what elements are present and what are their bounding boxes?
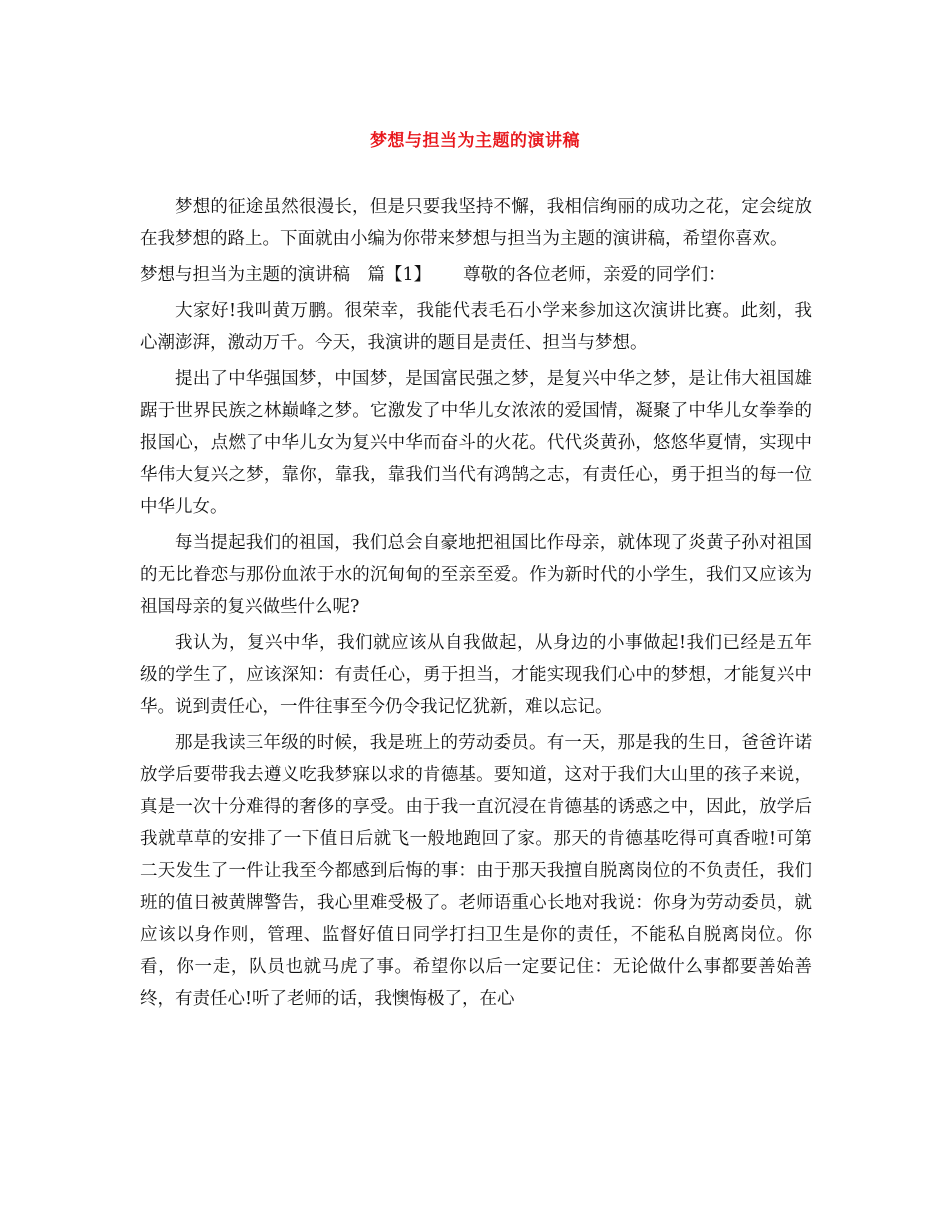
- document-body: [140, 191, 812, 1019]
- paragraph-1: 大家好!我叫黄万鹏。很荣幸，我能代表毛石小学来参加这次演讲比赛。此刻，我心潮澎湃，激动万千。今天，我演讲的题目是责任、担当与梦想。: [140, 301, 812, 353]
- section-heading: 梦想与担当为主题的演讲稿 篇【1】: [140, 265, 432, 285]
- paragraph-4: 我认为，复兴中华，我们就应该从自我做起，从身边的小事做起!我们已经是五年级的学生了，应该深知：有责任心，勇于担当，才能实现我们心中的梦想，才能复兴中华。说到责任心，一件往事至今仍令我记忆犹新，难以忘记。: [140, 633, 812, 717]
- intro-paragraph: 梦想的征途虽然很漫长，但是只要我坚持不懈，我相信绚丽的成功之花，定会绽放在我梦想的路上。下面就由小编为你带来梦想与担当为主题的演讲稿，希望你喜欢。: [140, 197, 812, 249]
- paragraph-5: 那是我读三年级的时候，我是班上的劳动委员。有一天，那是我的生日，爸爸许诺放学后要带我去遵义吃我梦寐以求的肯德基。要知道，这对于我们大山里的孩子来说，真是一次十分难得的奢侈的享受。由于我一直沉浸在肯德基的诱惑之中，因此，放学后我就草草的安排了一下值日后就飞一般地跑回了家。那天的肯德基吃得可真香啦!可第二天发生了一件让我至今都感到后悔的事：由于那天我擅自脱离岗位的不负责任，我们班的值日被黄牌警告，我心里难受极了。老师语重心长地对我说：你身为劳动委员，就应该以身作则，管理、监督好值日同学打扫卫生是你的责任，不能私自脱离岗位。你看，你一走，队员也就马虎了事。希望你以后一定要记住：无论做什么事都要善始善终，有责任心!听了老师的话，我懊悔极了，在心: [140, 733, 812, 1009]
- greeting: 尊敬的各位老师，亲爱的同学们：: [463, 265, 726, 285]
- document-title: 梦想与担当为主题的演讲稿: [370, 131, 580, 151]
- paragraph-2: 提出了中华强国梦，中国梦，是国富民强之梦，是复兴中华之梦，是让伟大祖国雄踞于世界民族之林巅峰之梦。它激发了中华儿女浓浓的爱国情，凝聚了中华儿女拳拳的报国心，点燃了中华儿女为复兴中华而奋斗的火花。代代炎黄孙，悠悠华夏情，实现中华伟大复兴之梦，靠你，靠我，靠我们当代有鸿鹄之志，有责任心，勇于担当的每一位中华儿女。: [140, 369, 812, 517]
- section-heading-line: [140, 259, 812, 291]
- paragraph-3: 每当提起我们的祖国，我们总会自豪地把祖国比作母亲，就体现了炎黄子孙对祖国的无比眷恋与那份血浓于水的沉甸甸的至亲至爱。作为新时代的小学生，我们又应该为祖国母亲的复兴做些什么呢?: [140, 533, 812, 617]
